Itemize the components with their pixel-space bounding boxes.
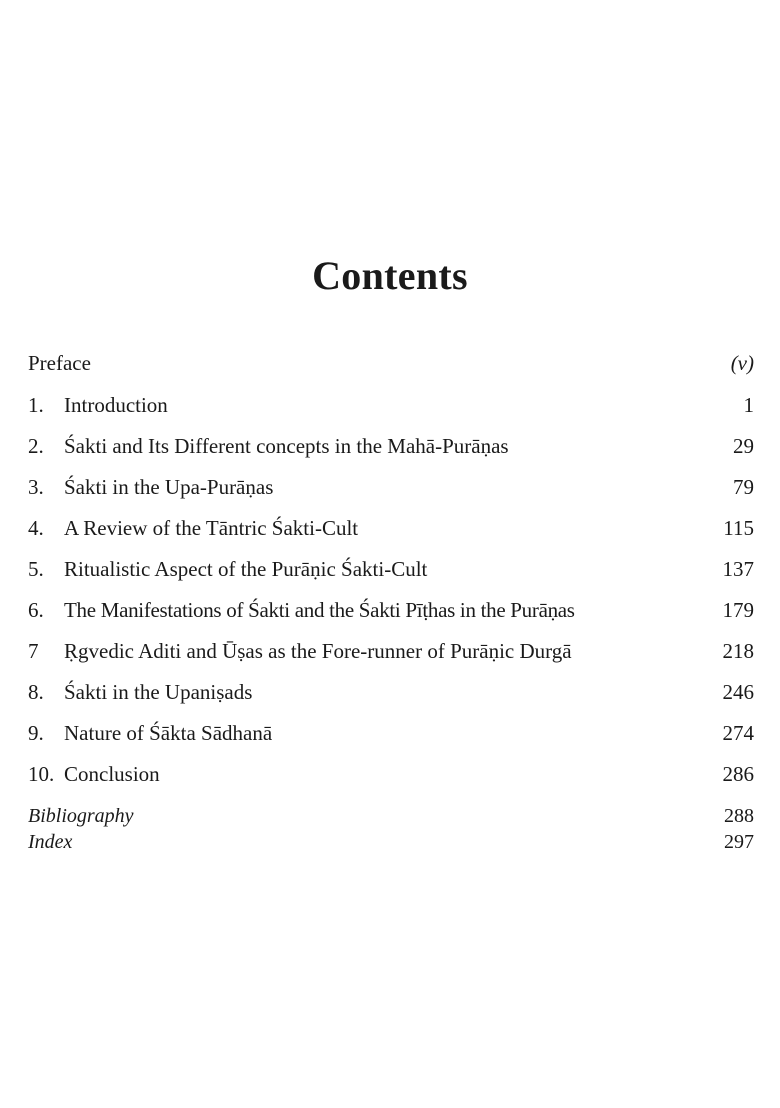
chapter-page: 179 [722,598,754,622]
chapter-page: 1 [743,393,754,417]
toc-entry-preface [28,349,754,377]
toc-entry-page: (v) [730,351,754,375]
chapter-number: 2. [28,434,44,458]
chapter-number: 6. [28,598,44,622]
chapter-number: 5. [28,557,44,581]
toc-entry-bibliography [28,804,754,828]
chapter-number: 3. [28,475,44,499]
chapter-page: 79 [733,475,754,499]
toc-entry-chapter-3 [28,473,754,501]
toc-entry-chapter-2 [28,432,754,460]
chapter-number: 7 [28,639,39,663]
chapter-number: 1. [28,393,44,417]
chapter-title: The Manifestations of Śakti and the Śakti Pīṭhas in the Purāṇas [64,598,575,622]
chapter-title: A Review of the Tāntric Śakti-Cult [64,516,359,540]
chapter-title: Conclusion [64,762,160,786]
chapter-page: 115 [723,516,754,540]
chapter-number: 8. [28,680,44,704]
chapter-title: Ṛgvedic Aditi and Ūṣas as the Fore-runner of Purāṇic Durgā [64,639,572,663]
chapter-page: 286 [722,762,754,786]
toc-entry-page: 288 [724,805,754,827]
page-title: Contents [312,253,468,298]
chapter-title: Introduction [64,393,168,417]
chapter-title: Nature of Śākta Sādhanā [64,721,273,745]
toc-entry-chapter-8 [28,678,754,706]
chapter-number: 9. [28,721,44,745]
toc-entry-chapter-5 [28,555,754,583]
toc-entry-index [28,830,754,854]
chapter-page: 218 [722,639,754,663]
toc-entry-chapter-4 [28,514,754,542]
chapter-page: 274 [722,721,754,745]
chapter-title: Ritualistic Aspect of the Purāṇic Śakti-Cult [64,557,428,581]
chapter-title: Śakti in the Upaniṣads [64,680,253,704]
chapter-title: Śakti and Its Different concepts in the Mahā-Purāṇas [64,434,509,458]
toc-entry-label: Bibliography [28,805,134,827]
toc-entry-chapter-1 [28,391,754,419]
chapter-page: 137 [722,557,754,581]
toc-entry-label: Index [28,831,73,853]
chapter-title: Śakti in the Upa-Purāṇas [64,475,274,499]
toc-entry-chapter-7 [28,637,754,665]
toc-entry-label: Preface [28,351,91,375]
toc-entry-chapter-10 [28,760,754,788]
chapter-page: 29 [733,434,754,458]
toc-entry-chapter-9 [28,719,754,747]
chapter-number: 4. [28,516,44,540]
toc-entry-page: 297 [724,831,754,853]
chapter-page: 246 [722,680,754,704]
toc-entry-chapter-6 [28,596,754,624]
chapter-number: 10. [28,762,55,786]
